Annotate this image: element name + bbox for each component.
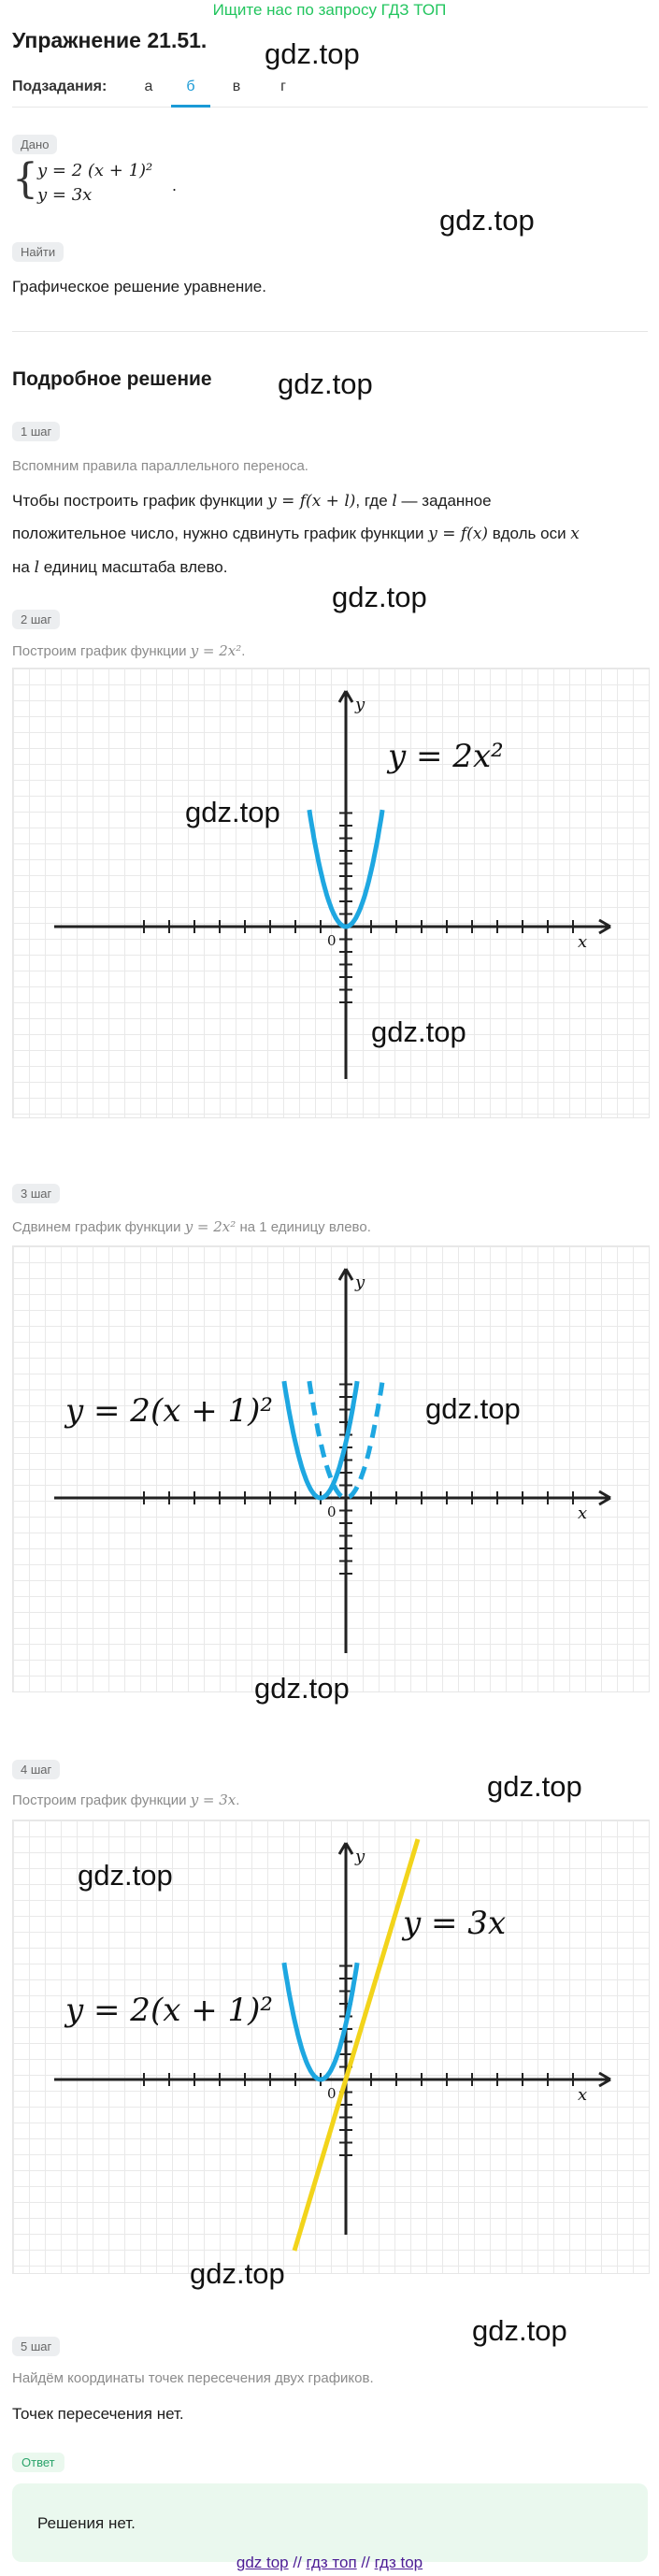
step5-pill: 5 шаг — [12, 2337, 60, 2356]
find-pill: Найти — [12, 242, 64, 262]
section-divider — [12, 331, 648, 332]
given-equation-1: y = 2 (x + 1)² — [37, 161, 153, 180]
answer-text: Решения нет. — [37, 2514, 136, 2532]
step1-hint: Вспомним правила параллельного переноса. — [12, 458, 308, 474]
watermark: gdz.top — [190, 2257, 285, 2290]
active-tab-indicator — [171, 105, 210, 108]
watermark: gdz.top — [439, 204, 535, 237]
footer-link-3[interactable]: гдз top — [374, 2554, 423, 2571]
step4-pill: 4 шаг — [12, 1760, 60, 1779]
step5-text: Точек пересечения нет. — [12, 2405, 184, 2423]
function-label-parabola: y = 2(x + 1)² — [65, 1992, 274, 2029]
given-equation-2: y = 3x — [37, 185, 93, 205]
tab-v[interactable]: в — [232, 79, 241, 94]
page-title: Упражнение 21.51. — [12, 28, 208, 52]
step3-text: Сдвинем график функции y = 2x² на 1 единицу влево. — [12, 1218, 371, 1235]
subtasks-label: Подзадания: — [12, 79, 107, 94]
x-axis-label: x — [578, 2085, 588, 2105]
step5-hint: Найдём координаты точек пересечения двух графиков. — [12, 2370, 374, 2386]
watermark: gdz.top — [425, 1392, 521, 1425]
function-label: y = 2(x + 1)² — [65, 1392, 274, 1430]
tabs-divider — [12, 107, 648, 108]
watermark: gdz.top — [472, 2314, 567, 2347]
answer-pill: Ответ — [12, 2453, 64, 2472]
y-axis-label: y — [355, 1273, 365, 1292]
tab-g[interactable]: г — [280, 79, 286, 94]
tab-b[interactable]: б — [186, 79, 195, 94]
watermark: gdz.top — [254, 1672, 350, 1705]
watermark: gdz.top — [371, 1015, 466, 1048]
tab-a[interactable]: а — [144, 79, 153, 94]
step1-pill: 1 шаг — [12, 422, 60, 441]
watermark: gdz.top — [185, 796, 280, 828]
watermark: gdz.top — [78, 1859, 173, 1892]
watermark: gdz.top — [265, 37, 360, 70]
step3-pill: 3 шаг — [12, 1184, 60, 1203]
step2-pill: 2 шаг — [12, 610, 60, 629]
footer-link-2[interactable]: гдз топ — [306, 2554, 357, 2571]
given-dot: . — [172, 176, 178, 194]
watermark: gdz.top — [487, 1770, 582, 1803]
step2-text: Построим график функции y = 2x². — [12, 642, 246, 659]
find-text: Графическое решение уравнение. — [12, 278, 266, 295]
watermark: gdz.top — [278, 367, 373, 400]
x-axis-label: x — [578, 1504, 588, 1523]
line-3x — [294, 1839, 418, 2251]
step1-line1: Чтобы построить график функции y = f(x + l), где l — заданное — [12, 492, 492, 511]
footer-link-1[interactable]: gdz top — [236, 2554, 289, 2571]
system-brace: { — [12, 155, 38, 203]
step4-text: Построим график функции y = 3x. — [12, 1792, 240, 1808]
footer-links: gdz top // гдз топ // гдз top — [236, 2554, 423, 2571]
step1-line3: на l единиц масштаба влево. — [12, 558, 228, 577]
graph-1 — [12, 668, 648, 1116]
function-label: y = 2x² — [388, 738, 504, 775]
origin-label: 0 — [327, 932, 337, 949]
search-banner: Ищите нас по запросу ГДЗ ТОП — [212, 1, 447, 19]
y-axis-label: y — [355, 1847, 365, 1866]
given-pill: Дано — [12, 135, 57, 154]
solution-heading: Подробное решение — [12, 368, 212, 390]
graph-2 — [12, 1245, 648, 1691]
watermark: gdz.top — [332, 581, 427, 613]
y-axis-label: y — [355, 695, 365, 714]
x-axis-label: x — [578, 932, 588, 952]
function-label-line: y = 3x — [403, 1905, 507, 1942]
step1-line2: положительное число, нужно сдвинуть график функции y = f(x) вдоль оси x — [12, 525, 580, 543]
origin-label: 0 — [327, 2085, 337, 2102]
origin-label: 0 — [327, 1504, 337, 1520]
